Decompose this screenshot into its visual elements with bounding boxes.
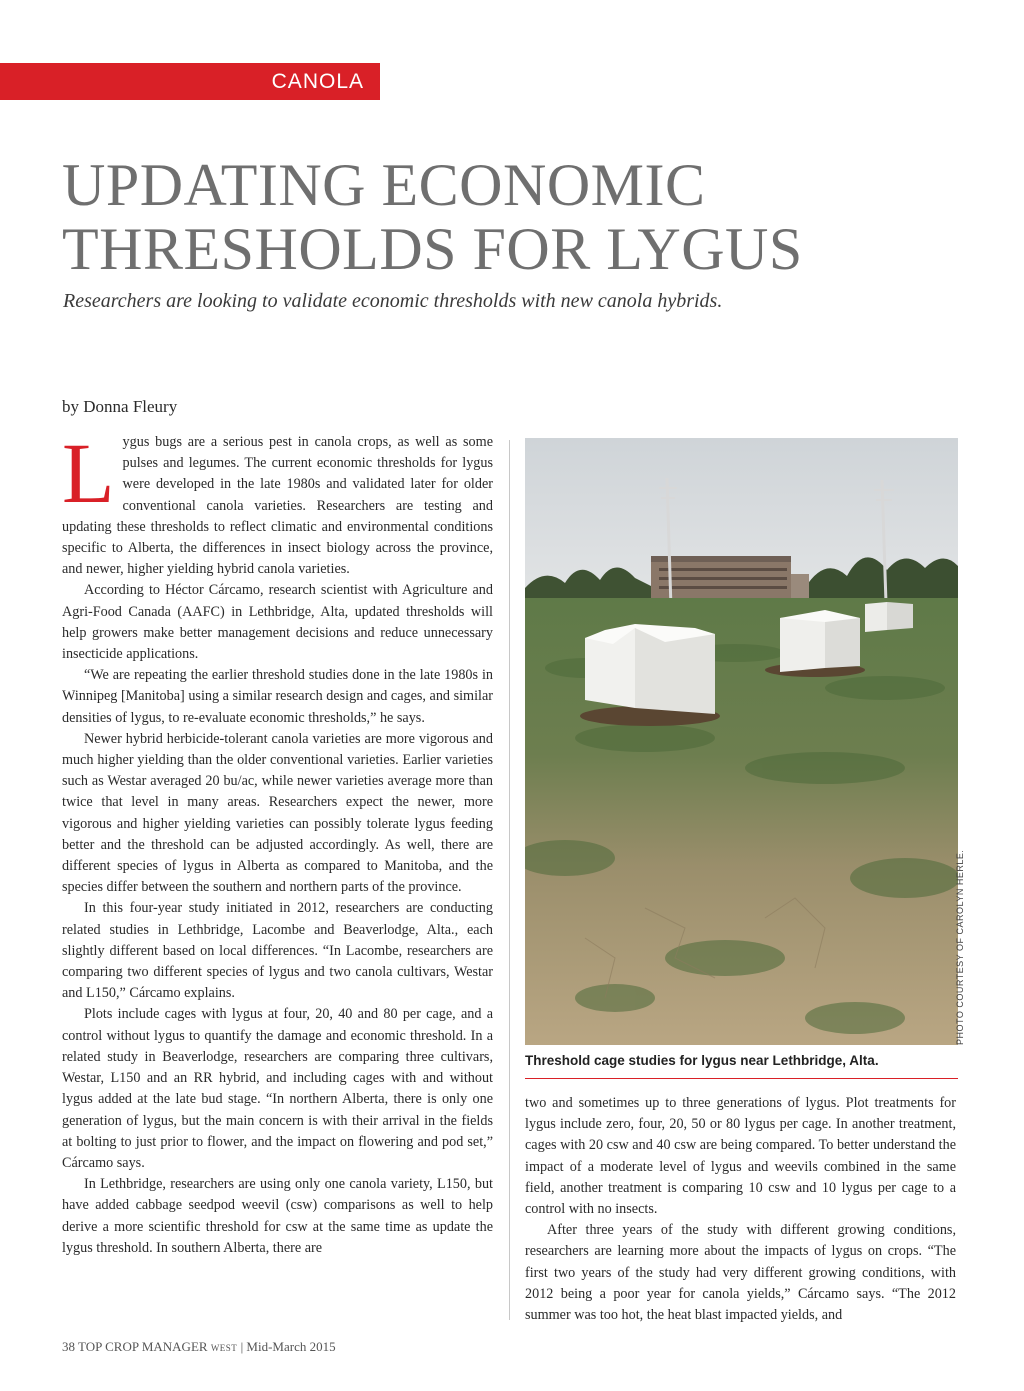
section-tag <box>0 63 380 100</box>
magazine-edition: WEST <box>210 1343 238 1353</box>
dropcap: L <box>62 425 115 521</box>
headline-line-2: THRESHOLDS FOR LYGUS <box>62 216 803 282</box>
paragraph-9: After three years of the study with different growing conditions, researchers are learning more about the impacts of lygus on crops. “The first two years of the study had very different growing conditions, with 2012 being a poor year for canola yields,” Cárcamo says. “The 2012 summer was too hot, the heat blast impacted yields, and <box>525 1222 956 1324</box>
right-column <box>525 1093 956 1326</box>
paragraph-4: Newer hybrid herbicide-tolerant canola varieties are more vigorous and much higher yielding than the older conventional varieties. Earlier varieties such as Westar averaged 20 bu/ac, while newer varieties average more than twice that level in many areas. Researchers expect the newer, more vigorous and higher yielding varieties can possibly tolerate lygus feeding better and the threshold can be adjusted accordingly. As well, there are different species of lygus in Alberta as compared to Manitoba, and the species differ between the southern and northern parts of the province. <box>62 730 493 896</box>
paragraph-3: “We are repeating the earlier threshold studies done in the late 1980s in Winnipeg [Manitoba] using a similar research design and cages, and similar densities of lygus, to re-evaluate economic thresholds,” he says. <box>62 667 493 726</box>
paragraph-1: Lygus bugs are a serious pest in canola crops, as well as some pulses and legumes. The current economic thresholds for lygus were developed in the late 1980s and validated later for older conventional canola varieties. Researchers are testing and updating these thresholds to reflect climatic and environmental conditions specific to Alberta, the differences in insect biology across the province, and newer, higher yielding hybrid canola varieties. <box>62 425 493 578</box>
paragraph-7: In Lethbridge, researchers are using only one canola variety, L150, but have added cabbage seedpod weevil (csw) comparisons as well to help derive a more scientific threshold for csw at the same time as update the lygus threshold. In southern Alberta, there are <box>62 1176 493 1256</box>
byline: by Donna Fleury <box>62 397 178 416</box>
column-divider <box>509 440 510 1320</box>
photo-caption: Threshold cage studies for lygus near Lethbridge, Alta. <box>525 1053 879 1068</box>
left-column <box>62 425 493 1259</box>
caption-rule <box>525 1078 958 1079</box>
paragraph-8: two and sometimes up to three generations of lygus. Plot treatments for lygus include zero, four, 20, 50 or 80 lygus per cage. In another treatment, cages with 20 csw and 40 csw are being compared. To better understand the impact of a moderate level of lygus and weevils combined in the same field, another treatment is comparing 10 csw and 10 lygus per cage to a control with no insects. <box>525 1095 956 1218</box>
page-number: 38 <box>62 1339 75 1354</box>
paragraph-6: Plots include cages with lygus at four, 20, 40 and 80 per cage, and a control without lygus to quantify the damage and economic threshold. In a related study in Beaverlodge, researchers are comparing three cultivars, Westar, L150 and an RR hybrid, and including cages with and without lygus added at the late bud stage. “In northern Alberta, there is only one generation of lygus, but the main concern is with their arrival in the fields at bolting to just prior to flower, and the impact on flowering and pod set,” Cárcamo says. <box>62 1006 493 1171</box>
article-headline <box>62 153 962 281</box>
field-cage-photo <box>525 438 958 1045</box>
issue-date: Mid-March 2015 <box>246 1339 336 1354</box>
page-footer <box>62 1339 336 1355</box>
magazine-name: TOP CROP MANAGER <box>78 1339 208 1354</box>
paragraph-2: According to Héctor Cárcamo, research scientist with Agriculture and Agri-Food Canada (AAFC) in Lethbridge, Alta, updated thresholds will help growers make better management decisions and reduce unnecessary insecticide applications. <box>62 582 493 663</box>
section-label: CANOLA <box>271 69 364 93</box>
headline-line-1: UPDATING ECONOMIC <box>62 152 706 218</box>
footer-separator: | <box>240 1339 244 1354</box>
photo-credit: PHOTO COURTESY OF CAROLYN HERLE. <box>955 849 965 1045</box>
paragraph-5: In this four-year study initiated in 2012, researchers are conducting related studies in Lethbridge, Lacombe and Beaverlodge, Alta., each slightly different based on local differences. “In Lacombe, researchers are comparing two different species of lygus and two canola cultivars, Westar and L150,” Cárcamo explains. <box>62 900 493 1002</box>
article-deck: Researchers are looking to validate economic thresholds with new canola hybrids. <box>63 290 723 312</box>
